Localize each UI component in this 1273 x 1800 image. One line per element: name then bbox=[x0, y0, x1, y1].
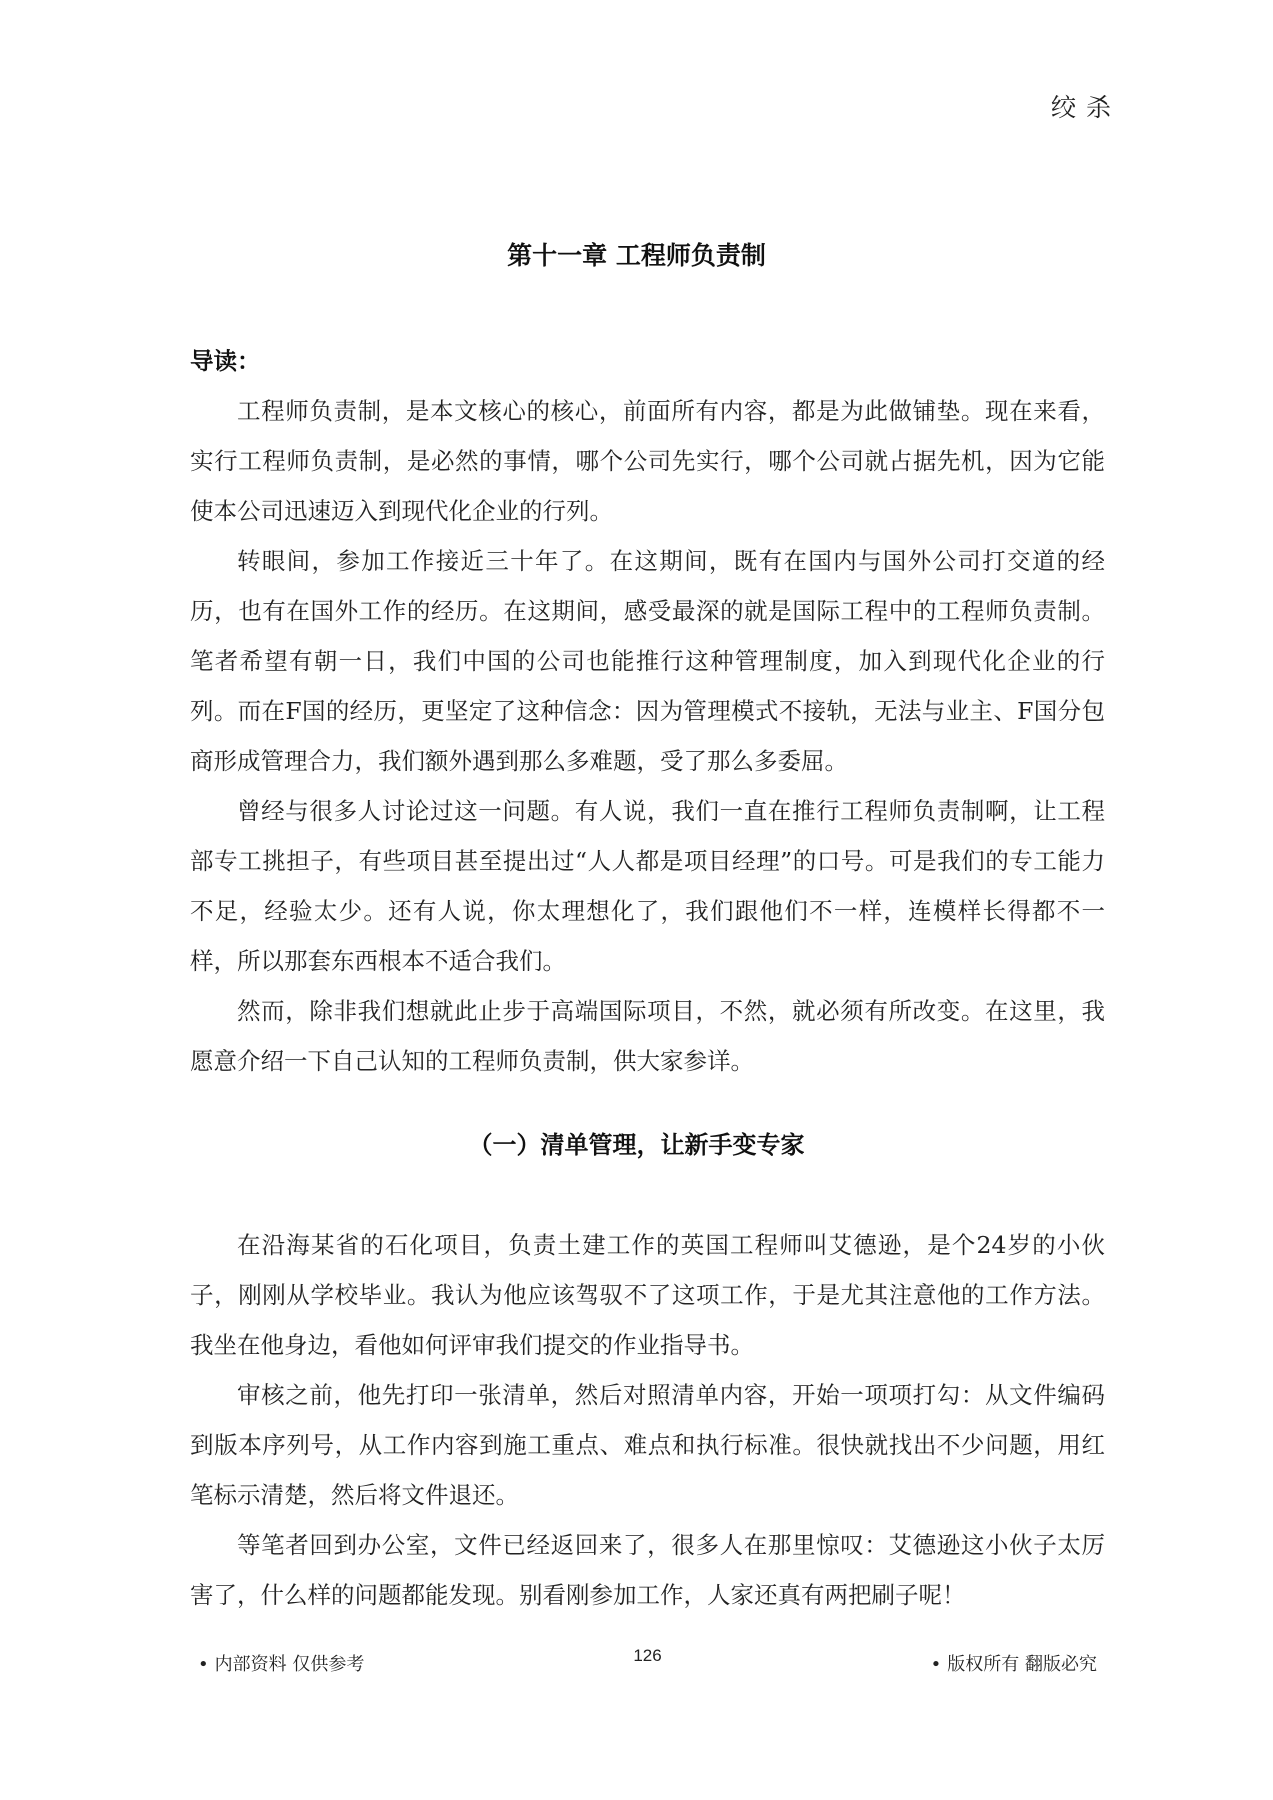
page-number: 126 bbox=[633, 1646, 662, 1665]
intro-paragraph-3: 曾经与很多人讨论过这一问题。有人说，我们一直在推行工程师负责制啊，让工程部专工挑担子，有些项目甚至提出过“人人都是项目经理”的口号。可是我们的专工能力不足，经验太少。还有人说，你太理想化了，我们跟他们不一样，连模样长得都不一样，所以那套东西根本不适合我们。 bbox=[190, 797, 1105, 975]
section-block bbox=[190, 1220, 1105, 1620]
intro-label: 导读： bbox=[190, 347, 261, 375]
intro-paragraph-4: 然而，除非我们想就此止步于高端国际项目，不然，就必须有所改变。在这里，我愿意介绍一下自己认知的工程师负责制，供大家参详。 bbox=[190, 997, 1105, 1075]
page-footer bbox=[190, 1646, 1105, 1680]
intro-paragraph-2: 转眼间，参加工作接近三十年了。在这期间，既有在国内与国外公司打交道的经历，也有在国外工作的经历。在这期间，感受最深的就是国际工程中的工程师负责制。笔者希望有朝一日，我们中国的公司也能推行这种管理制度，加入到现代化企业的行列。而在F国的经历，更坚定了这种信念：因为管理模式不接轨，无法与业主、F国分包商形成管理合力，我们额外遇到那么多难题，受了那么多委屈。 bbox=[190, 547, 1105, 775]
footer-left-text: 内部资料 仅供参考 bbox=[214, 1654, 365, 1675]
intro-paragraph-1: 工程师负责制，是本文核心的核心，前面所有内容，都是为此做铺垫。现在来看，实行工程师负责制，是必然的事情，哪个公司先实行，哪个公司就占据先机，因为它能使本公司迅速迈入到现代化企业的行列。 bbox=[190, 397, 1105, 525]
footer-right-note bbox=[931, 1650, 1097, 1676]
footer-right-text: 版权所有 翻版必究 bbox=[947, 1654, 1097, 1675]
section-paragraph-2: 审核之前，他先打印一张清单，然后对照清单内容，开始一项项打勾：从文件编码到版本序列号，从工作内容到施工重点、难点和执行标准。很快就找出不少问题，用红笔标示清楚，然后将文件退还。 bbox=[190, 1381, 1105, 1509]
footer-bullet-left: • bbox=[198, 1654, 209, 1675]
running-header: 绞杀 bbox=[1050, 93, 1121, 122]
footer-bullet-right: • bbox=[930, 1654, 942, 1675]
section-paragraph-3: 等笔者回到办公室，文件已经返回来了，很多人在那里惊叹：艾德逊这小伙子太厉害了，什么样的问题都能发现。别看刚参加工作，人家还真有两把刷子呢！ bbox=[190, 1531, 1105, 1609]
section-title: （一）清单管理，让新手变专家 bbox=[468, 1130, 805, 1159]
intro-block bbox=[190, 336, 1105, 1086]
chapter-title: 第十一章 工程师负责制 bbox=[507, 241, 766, 270]
section-paragraph-1: 在沿海某省的石化项目，负责土建工作的英国工程师叫艾德逊，是个24岁的小伙子，刚刚从学校毕业。我认为他应该驾驭不了这项工作，于是尤其注意他的工作方法。我坐在他身边，看他如何评审我们提交的作业指导书。 bbox=[190, 1231, 1105, 1359]
